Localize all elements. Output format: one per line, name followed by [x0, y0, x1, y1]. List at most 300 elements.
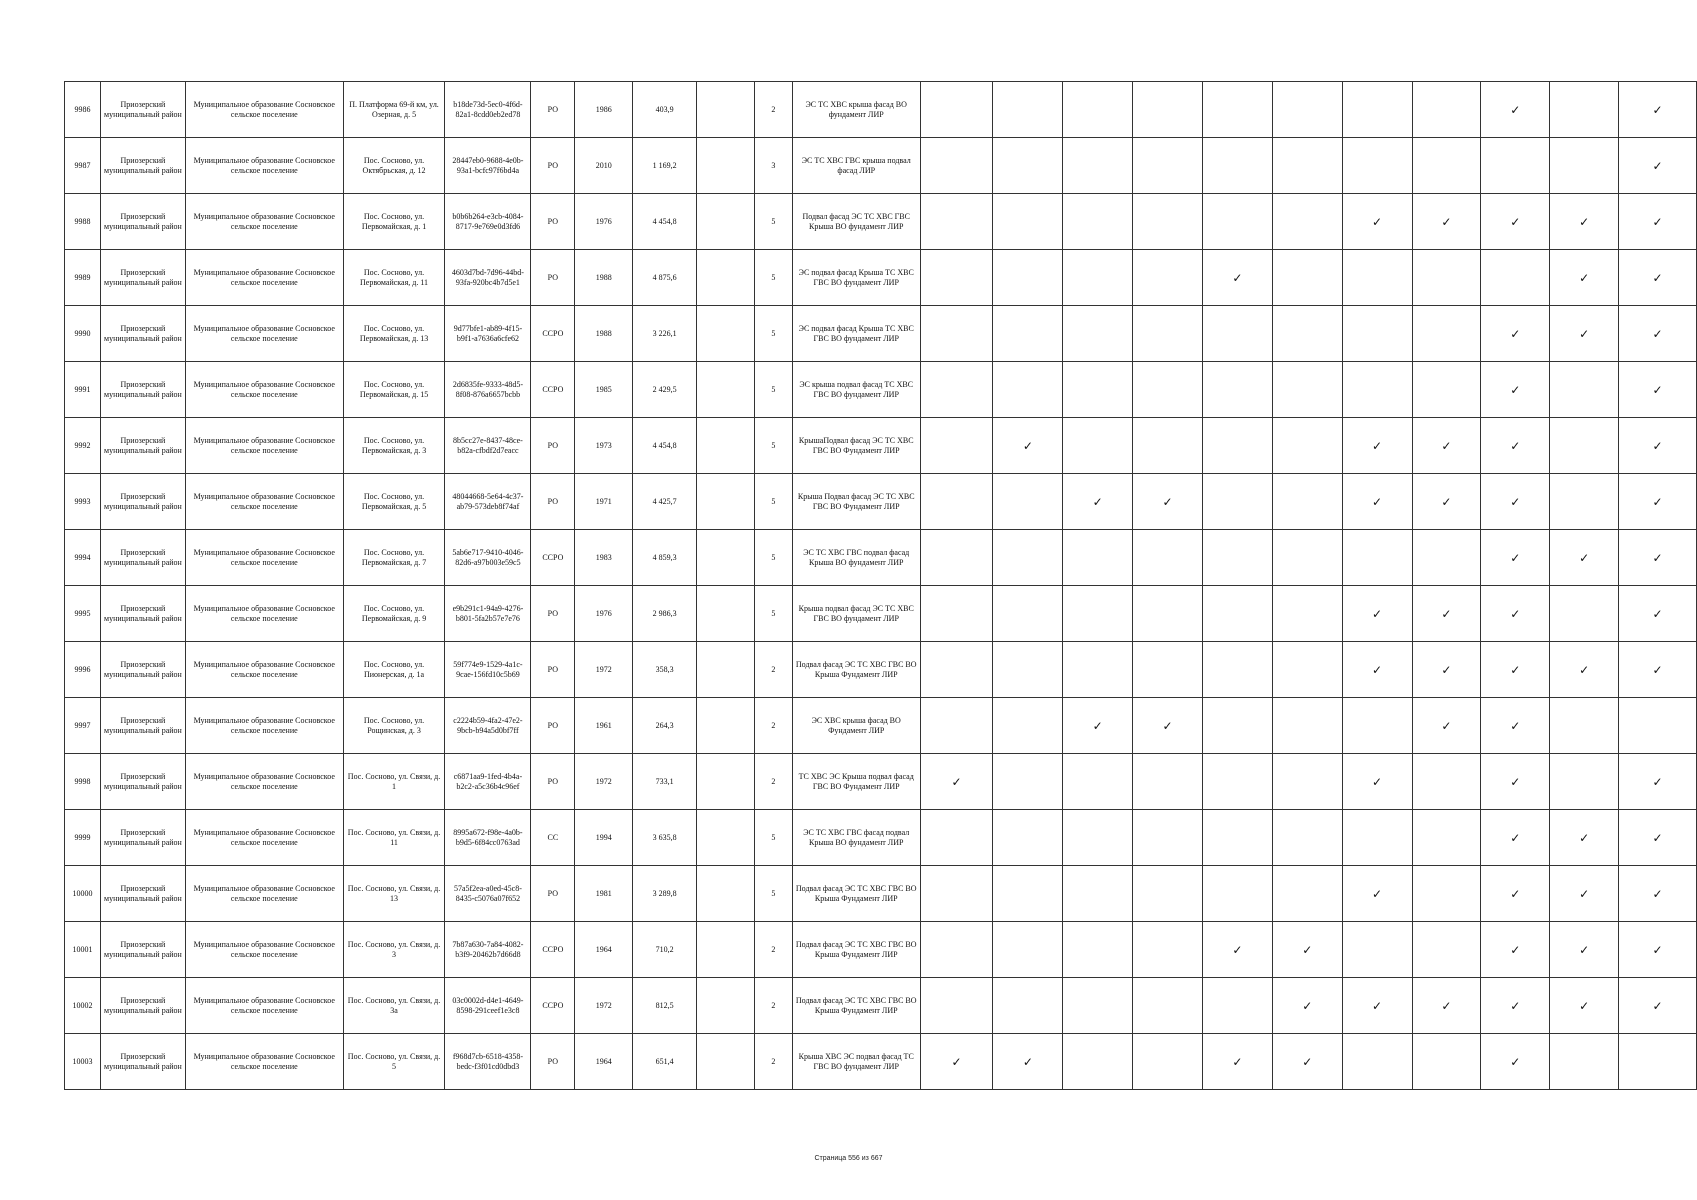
check-cell-9: [1481, 362, 1550, 418]
check-mark-icon: ✓: [1441, 214, 1452, 229]
check-mark-icon: ✓: [1510, 830, 1521, 845]
check-cell-3: [1063, 642, 1133, 698]
address-cell: Пос. Сосново, ул. Связи, д. 11: [343, 810, 445, 866]
check-cell-11: [1619, 866, 1697, 922]
build-year-cell: 1976: [575, 194, 633, 250]
check-cell-3: [1063, 474, 1133, 530]
building-type-cell: ССРО: [531, 306, 575, 362]
check-mark-icon: ✓: [1652, 158, 1663, 173]
check-cell-8: [1412, 586, 1481, 642]
check-mark-icon: ✓: [1022, 438, 1033, 453]
check-cell-8: [1412, 418, 1481, 474]
check-cell-10: [1550, 810, 1619, 866]
municipality-cell: Муниципальное образование Сосновское сельское поселение: [185, 82, 343, 138]
table-row: [65, 194, 1697, 250]
check-cell-3: [1063, 810, 1133, 866]
check-mark-icon: ✓: [1372, 774, 1383, 789]
check-mark-icon: ✓: [1652, 382, 1663, 397]
check-mark-icon: ✓: [1372, 886, 1383, 901]
check-mark-icon: ✓: [1022, 1054, 1033, 1069]
check-cell-5: [1202, 810, 1272, 866]
check-cell-6: [1272, 642, 1342, 698]
floors-cell: 5: [754, 810, 792, 866]
check-cell-8: [1412, 922, 1481, 978]
area-cell: 2 429,5: [633, 362, 697, 418]
check-cell-10: [1550, 586, 1619, 642]
works-list-cell: ЭС подвал фасад Крыша ТС ХВС ГВС ВО фундамент ЛИР: [792, 306, 920, 362]
check-cell-9: [1481, 866, 1550, 922]
check-cell-6: [1272, 418, 1342, 474]
check-mark-icon: ✓: [951, 1054, 962, 1069]
build-year-cell: 1972: [575, 642, 633, 698]
row-number: 10002: [65, 978, 101, 1034]
check-cell-7: [1342, 866, 1412, 922]
address-cell: Пос. Сосново, ул. Связи, д. 3а: [343, 978, 445, 1034]
build-year-cell: 1976: [575, 586, 633, 642]
building-type-cell: РО: [531, 1034, 575, 1090]
guid-cell: 7b87a630-7a84-4082-b3f9-20462b7d66d8: [445, 922, 531, 978]
check-mark-icon: ✓: [1652, 438, 1663, 453]
area-cell: 4 875,6: [633, 250, 697, 306]
works-list-cell: ЭС ТС ХВС ГВС фасад подвал Крыша ВО фундамент ЛИР: [792, 810, 920, 866]
check-cell-5: [1202, 754, 1272, 810]
municipality-cell: Муниципальное образование Сосновское сельское поселение: [185, 194, 343, 250]
empty-cell: [697, 978, 755, 1034]
check-cell-2: [993, 642, 1063, 698]
municipality-cell: Муниципальное образование Сосновское сельское поселение: [185, 1034, 343, 1090]
address-cell: Пос. Сосново, ул. Связи, д. 5: [343, 1034, 445, 1090]
check-mark-icon: ✓: [1372, 662, 1383, 677]
row-number: 9986: [65, 82, 101, 138]
check-cell-2: [993, 306, 1063, 362]
check-mark-icon: ✓: [1510, 214, 1521, 229]
municipality-cell: Муниципальное образование Сосновское сельское поселение: [185, 810, 343, 866]
check-cell-11: [1619, 418, 1697, 474]
check-cell-6: [1272, 194, 1342, 250]
check-mark-icon: ✓: [1510, 438, 1521, 453]
check-mark-icon: ✓: [1579, 550, 1590, 565]
check-mark-icon: ✓: [1579, 326, 1590, 341]
area-cell: 651,4: [633, 1034, 697, 1090]
check-mark-icon: ✓: [1652, 662, 1663, 677]
check-mark-icon: ✓: [1302, 942, 1313, 957]
check-cell-9: [1481, 642, 1550, 698]
check-cell-11: [1619, 642, 1697, 698]
table-row: [65, 1034, 1697, 1090]
works-list-cell: ЭС ХВС крыша фасад ВО Фундамент ЛИР: [792, 698, 920, 754]
address-cell: Пос. Сосново, ул. Первомайская, д. 11: [343, 250, 445, 306]
area-cell: 358,3: [633, 642, 697, 698]
floors-cell: 2: [754, 82, 792, 138]
check-cell-2: [993, 474, 1063, 530]
check-mark-icon: ✓: [1302, 1054, 1313, 1069]
check-cell-1: [920, 698, 993, 754]
table-row: [65, 866, 1697, 922]
check-cell-7: [1342, 138, 1412, 194]
address-cell: Пос. Сосново, ул. Первомайская, д. 3: [343, 418, 445, 474]
building-type-cell: РО: [531, 250, 575, 306]
district-cell: Приозерский муниципальный район: [100, 250, 185, 306]
building-type-cell: ССРО: [531, 530, 575, 586]
works-list-cell: ЭС ТС ХВС крыша фасад ВО фундамент ЛИР: [792, 82, 920, 138]
works-list-cell: Подвал фасад ЭС ТС ХВС ГВС ВО Крыша Фундамент ЛИР: [792, 866, 920, 922]
works-list-cell: ЭС ТС ХВС ГВС крыша подвал фасад ЛИР: [792, 138, 920, 194]
area-cell: 733,1: [633, 754, 697, 810]
check-cell-10: [1550, 362, 1619, 418]
check-mark-icon: ✓: [1510, 1054, 1521, 1069]
guid-cell: 03c0002d-d4e1-4649-8598-291ceef1e3c8: [445, 978, 531, 1034]
check-cell-1: [920, 866, 993, 922]
check-cell-8: [1412, 138, 1481, 194]
municipality-cell: Муниципальное образование Сосновское сельское поселение: [185, 978, 343, 1034]
check-cell-8: [1412, 698, 1481, 754]
check-cell-7: [1342, 978, 1412, 1034]
check-mark-icon: ✓: [1579, 830, 1590, 845]
check-cell-3: [1063, 250, 1133, 306]
area-cell: 4 859,3: [633, 530, 697, 586]
check-cell-8: [1412, 250, 1481, 306]
check-mark-icon: ✓: [1162, 494, 1173, 509]
check-cell-10: [1550, 82, 1619, 138]
empty-cell: [697, 362, 755, 418]
area-cell: 403,9: [633, 82, 697, 138]
address-cell: Пос. Сосново, ул. Связи, д. 1: [343, 754, 445, 810]
check-cell-2: [993, 418, 1063, 474]
row-number: 9995: [65, 586, 101, 642]
check-mark-icon: ✓: [1579, 214, 1590, 229]
build-year-cell: 1971: [575, 474, 633, 530]
check-cell-9: [1481, 194, 1550, 250]
check-cell-9: [1481, 474, 1550, 530]
build-year-cell: 1981: [575, 866, 633, 922]
check-mark-icon: ✓: [1441, 662, 1452, 677]
area-cell: 812,5: [633, 978, 697, 1034]
check-cell-11: [1619, 586, 1697, 642]
check-cell-1: [920, 474, 993, 530]
check-cell-8: [1412, 754, 1481, 810]
check-mark-icon: ✓: [1652, 494, 1663, 509]
check-cell-1: [920, 138, 993, 194]
check-cell-11: [1619, 306, 1697, 362]
floors-cell: 2: [754, 698, 792, 754]
district-cell: Приозерский муниципальный район: [100, 978, 185, 1034]
check-mark-icon: ✓: [1372, 438, 1383, 453]
works-list-cell: Крыша подвал фасад ЭС ТС ХВС ГВС ВО фундамент ЛИР: [792, 586, 920, 642]
check-cell-7: [1342, 306, 1412, 362]
check-cell-8: [1412, 194, 1481, 250]
district-cell: Приозерский муниципальный район: [100, 810, 185, 866]
build-year-cell: 1972: [575, 754, 633, 810]
check-cell-5: [1202, 978, 1272, 1034]
guid-cell: f968d7cb-6518-4358-bedc-f3f01cd0dbd3: [445, 1034, 531, 1090]
check-cell-6: [1272, 474, 1342, 530]
check-cell-11: [1619, 754, 1697, 810]
empty-cell: [697, 586, 755, 642]
build-year-cell: 1964: [575, 1034, 633, 1090]
check-cell-10: [1550, 922, 1619, 978]
table-row: [65, 978, 1697, 1034]
check-cell-3: [1063, 530, 1133, 586]
check-cell-7: [1342, 82, 1412, 138]
check-cell-2: [993, 362, 1063, 418]
check-mark-icon: ✓: [1302, 998, 1313, 1013]
building-type-cell: РО: [531, 586, 575, 642]
check-cell-11: [1619, 922, 1697, 978]
row-number: 9990: [65, 306, 101, 362]
check-mark-icon: ✓: [1652, 998, 1663, 1013]
check-cell-10: [1550, 250, 1619, 306]
guid-cell: 28447eb0-9688-4e0b-93a1-bcfc97f6bd4a: [445, 138, 531, 194]
check-cell-3: [1063, 306, 1133, 362]
check-cell-10: [1550, 698, 1619, 754]
check-cell-8: [1412, 362, 1481, 418]
table-row: [65, 418, 1697, 474]
check-cell-9: [1481, 530, 1550, 586]
check-mark-icon: ✓: [1510, 326, 1521, 341]
table-row: [65, 642, 1697, 698]
guid-cell: b0b6b264-e3cb-4084-8717-9e769e0d3fd6: [445, 194, 531, 250]
works-list-cell: ЭС подвал фасад Крыша ТС ХВС ГВС ВО фундамент ЛИР: [792, 250, 920, 306]
check-cell-5: [1202, 194, 1272, 250]
check-cell-9: [1481, 1034, 1550, 1090]
check-cell-4: [1133, 866, 1203, 922]
check-cell-7: [1342, 474, 1412, 530]
district-cell: Приозерский муниципальный район: [100, 362, 185, 418]
housing-register-table: [64, 81, 1697, 1090]
check-cell-6: [1272, 1034, 1342, 1090]
check-mark-icon: ✓: [1162, 718, 1173, 733]
check-cell-2: [993, 586, 1063, 642]
check-cell-1: [920, 978, 993, 1034]
check-mark-icon: ✓: [1372, 606, 1383, 621]
address-cell: Пос. Сосново, ул. Первомайская, д. 15: [343, 362, 445, 418]
check-cell-6: [1272, 138, 1342, 194]
table-row: [65, 586, 1697, 642]
guid-cell: 57a5f2ea-a0ed-45c8-8435-c5076a07f652: [445, 866, 531, 922]
works-list-cell: ТС ХВС ЭС Крыша подвал фасад ГВС ВО Фундамент ЛИР: [792, 754, 920, 810]
building-type-cell: РО: [531, 698, 575, 754]
check-cell-5: [1202, 306, 1272, 362]
empty-cell: [697, 698, 755, 754]
build-year-cell: 1961: [575, 698, 633, 754]
check-cell-11: [1619, 474, 1697, 530]
address-cell: П. Платформа 69-й км, ул. Озерная, д. 5: [343, 82, 445, 138]
floors-cell: 2: [754, 754, 792, 810]
check-cell-10: [1550, 642, 1619, 698]
check-cell-10: [1550, 1034, 1619, 1090]
empty-cell: [697, 530, 755, 586]
check-cell-2: [993, 1034, 1063, 1090]
guid-cell: 8b5cc27e-8437-48ce-b82a-cfbdf2d7eacc: [445, 418, 531, 474]
check-cell-9: [1481, 418, 1550, 474]
building-type-cell: РО: [531, 82, 575, 138]
check-cell-4: [1133, 810, 1203, 866]
works-list-cell: Крыша ХВС ЭС подвал фасад ТС ГВС ВО фундамент ЛИР: [792, 1034, 920, 1090]
building-type-cell: РО: [531, 642, 575, 698]
building-type-cell: РО: [531, 418, 575, 474]
check-mark-icon: ✓: [1652, 606, 1663, 621]
check-mark-icon: ✓: [1510, 102, 1521, 117]
check-cell-6: [1272, 362, 1342, 418]
check-cell-4: [1133, 922, 1203, 978]
table-row: [65, 530, 1697, 586]
works-list-cell: КрышаПодвал фасад ЭС ТС ХВС ГВС ВО Фундамент ЛИР: [792, 418, 920, 474]
check-cell-2: [993, 250, 1063, 306]
floors-cell: 2: [754, 1034, 792, 1090]
check-mark-icon: ✓: [1232, 270, 1243, 285]
guid-cell: c2224b59-4fa2-47e2-9bcb-b94a5d0bf7ff: [445, 698, 531, 754]
check-cell-4: [1133, 138, 1203, 194]
check-cell-4: [1133, 82, 1203, 138]
area-cell: 4 425,7: [633, 474, 697, 530]
address-cell: Пос. Сосново, ул. Первомайская, д. 5: [343, 474, 445, 530]
check-cell-11: [1619, 194, 1697, 250]
check-mark-icon: ✓: [1652, 830, 1663, 845]
check-cell-7: [1342, 1034, 1412, 1090]
check-mark-icon: ✓: [1510, 382, 1521, 397]
build-year-cell: 1972: [575, 978, 633, 1034]
check-mark-icon: ✓: [1092, 494, 1103, 509]
works-list-cell: Подвал фасад ЭС ТС ХВС ГВС ВО Крыша Фундамент ЛИР: [792, 978, 920, 1034]
check-cell-10: [1550, 306, 1619, 362]
empty-cell: [697, 754, 755, 810]
check-cell-11: [1619, 138, 1697, 194]
check-cell-11: [1619, 362, 1697, 418]
check-cell-7: [1342, 250, 1412, 306]
table-row: [65, 82, 1697, 138]
check-cell-1: [920, 418, 993, 474]
check-cell-10: [1550, 138, 1619, 194]
check-mark-icon: ✓: [1510, 942, 1521, 957]
works-list-cell: Подвал фасад ЭС ТС ХВС ГВС ВО Крыша Фундамент ЛИР: [792, 922, 920, 978]
check-mark-icon: ✓: [1510, 774, 1521, 789]
check-cell-4: [1133, 194, 1203, 250]
table-row: [65, 474, 1697, 530]
check-cell-10: [1550, 866, 1619, 922]
check-cell-7: [1342, 530, 1412, 586]
row-number: 9989: [65, 250, 101, 306]
municipality-cell: Муниципальное образование Сосновское сельское поселение: [185, 250, 343, 306]
check-cell-9: [1481, 82, 1550, 138]
municipality-cell: Муниципальное образование Сосновское сельское поселение: [185, 474, 343, 530]
row-number: 10000: [65, 866, 101, 922]
check-cell-9: [1481, 586, 1550, 642]
floors-cell: 2: [754, 922, 792, 978]
table-row: [65, 362, 1697, 418]
check-cell-4: [1133, 250, 1203, 306]
check-cell-2: [993, 138, 1063, 194]
build-year-cell: 1994: [575, 810, 633, 866]
check-cell-1: [920, 250, 993, 306]
check-mark-icon: ✓: [1579, 942, 1590, 957]
check-cell-4: [1133, 586, 1203, 642]
check-cell-4: [1133, 642, 1203, 698]
build-year-cell: 1983: [575, 530, 633, 586]
address-cell: Пос. Сосново, ул. Октябрьская, д. 12: [343, 138, 445, 194]
check-mark-icon: ✓: [1510, 550, 1521, 565]
check-cell-11: [1619, 978, 1697, 1034]
row-number: 9992: [65, 418, 101, 474]
check-cell-2: [993, 194, 1063, 250]
floors-cell: 3: [754, 138, 792, 194]
row-number: 9991: [65, 362, 101, 418]
empty-cell: [697, 474, 755, 530]
check-cell-8: [1412, 530, 1481, 586]
empty-cell: [697, 642, 755, 698]
check-cell-6: [1272, 922, 1342, 978]
municipality-cell: Муниципальное образование Сосновское сельское поселение: [185, 530, 343, 586]
check-cell-5: [1202, 642, 1272, 698]
check-cell-4: [1133, 754, 1203, 810]
build-year-cell: 1985: [575, 362, 633, 418]
check-cell-11: [1619, 530, 1697, 586]
check-cell-3: [1063, 866, 1133, 922]
check-cell-1: [920, 306, 993, 362]
table-row: [65, 922, 1697, 978]
floors-cell: 2: [754, 978, 792, 1034]
works-list-cell: Подвал фасад ЭС ТС ХВС ГВС ВО Крыша Фундамент ЛИР: [792, 642, 920, 698]
check-cell-7: [1342, 810, 1412, 866]
empty-cell: [697, 866, 755, 922]
check-cell-11: [1619, 1034, 1697, 1090]
municipality-cell: Муниципальное образование Сосновское сельское поселение: [185, 138, 343, 194]
building-type-cell: ССРО: [531, 922, 575, 978]
check-cell-3: [1063, 754, 1133, 810]
check-cell-1: [920, 194, 993, 250]
check-cell-5: [1202, 1034, 1272, 1090]
empty-cell: [697, 250, 755, 306]
check-cell-7: [1342, 418, 1412, 474]
check-mark-icon: ✓: [1510, 718, 1521, 733]
row-number: 10003: [65, 1034, 101, 1090]
check-cell-6: [1272, 82, 1342, 138]
check-cell-5: [1202, 138, 1272, 194]
check-cell-10: [1550, 418, 1619, 474]
check-cell-3: [1063, 418, 1133, 474]
check-cell-3: [1063, 194, 1133, 250]
check-mark-icon: ✓: [1510, 998, 1521, 1013]
check-mark-icon: ✓: [1510, 606, 1521, 621]
check-mark-icon: ✓: [1092, 718, 1103, 733]
check-cell-5: [1202, 418, 1272, 474]
check-cell-10: [1550, 754, 1619, 810]
check-mark-icon: ✓: [1441, 494, 1452, 509]
building-type-cell: ССРО: [531, 362, 575, 418]
empty-cell: [697, 138, 755, 194]
check-mark-icon: ✓: [1232, 1054, 1243, 1069]
municipality-cell: Муниципальное образование Сосновское сельское поселение: [185, 922, 343, 978]
check-cell-7: [1342, 586, 1412, 642]
check-cell-5: [1202, 362, 1272, 418]
check-cell-5: [1202, 586, 1272, 642]
table-row: [65, 810, 1697, 866]
area-cell: 4 454,8: [633, 418, 697, 474]
address-cell: Пос. Сосново, ул. Рощинская, д. 3: [343, 698, 445, 754]
municipality-cell: Муниципальное образование Сосновское сельское поселение: [185, 866, 343, 922]
row-number: 9994: [65, 530, 101, 586]
check-cell-4: [1133, 530, 1203, 586]
check-cell-6: [1272, 754, 1342, 810]
check-cell-2: [993, 754, 1063, 810]
check-cell-9: [1481, 810, 1550, 866]
check-mark-icon: ✓: [1579, 270, 1590, 285]
building-type-cell: СС: [531, 810, 575, 866]
check-cell-1: [920, 754, 993, 810]
check-cell-8: [1412, 866, 1481, 922]
check-mark-icon: ✓: [1232, 942, 1243, 957]
check-mark-icon: ✓: [1441, 718, 1452, 733]
check-mark-icon: ✓: [1510, 662, 1521, 677]
